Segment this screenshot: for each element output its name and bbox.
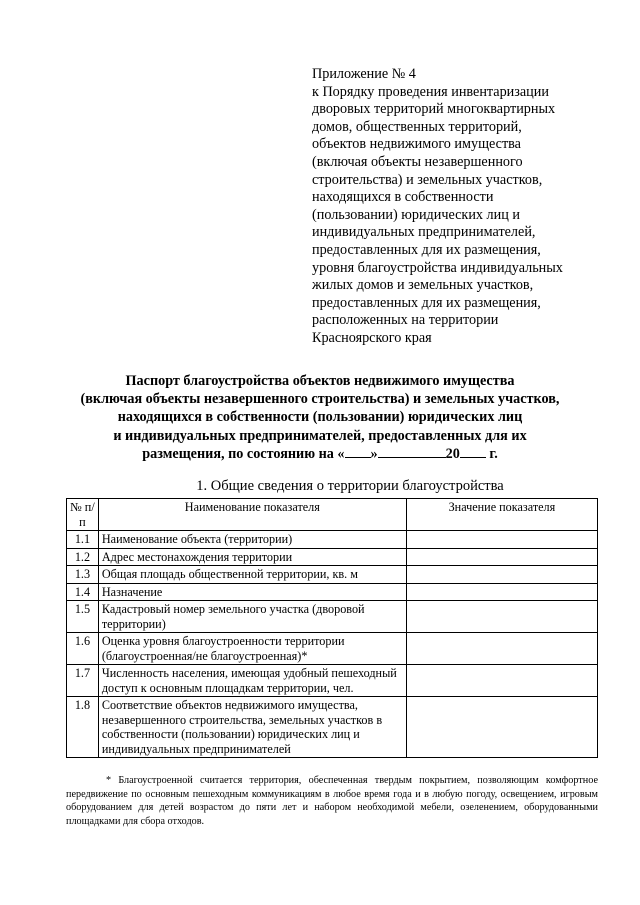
title-year: 20 — [445, 445, 460, 462]
row-number: 1.5 — [67, 601, 99, 633]
row-number: 1.4 — [67, 583, 99, 601]
row-indicator-name: Адрес местонахождения территории — [98, 548, 406, 566]
title-line: Паспорт благоустройства объектов недвижимого имущества — [125, 373, 515, 389]
day-blank — [345, 457, 371, 458]
table-row — [67, 697, 598, 758]
title-date-mid: » — [370, 445, 378, 462]
header-indicator-value: Значение показателя — [406, 499, 597, 531]
header-number: № п/п — [67, 499, 99, 531]
row-indicator-name: Численность населения, имеющая удобный пешеходный доступ к основным площадкам территории, чел. — [98, 665, 406, 697]
row-indicator-value — [406, 566, 597, 584]
row-indicator-name: Общая площадь общественной территории, кв. м — [98, 566, 406, 584]
appendix-line: объектов недвижимого имущества — [312, 136, 521, 153]
title-date-suffix: г. — [485, 445, 498, 462]
row-indicator-name: Оценка уровня благоустроенности территории (благоустроенная/не благоустроенная)* — [98, 633, 406, 665]
row-indicator-value — [406, 665, 597, 697]
row-indicator-value — [406, 583, 597, 601]
title-date-line — [30, 445, 610, 463]
appendix-line: уровня благоустройства индивидуальных — [312, 259, 563, 276]
appendix-line: предоставленных для их размещения, — [312, 241, 541, 258]
appendix-line: Приложение № 4 — [312, 66, 416, 82]
appendix-line: строительства) и земельных участков, — [312, 171, 543, 188]
row-number: 1.8 — [67, 697, 99, 758]
row-indicator-name: Соответствие объектов недвижимого имущества, незавершенного строительства, земельных участков в собственности (пользовании) юридических лиц и индивидуальных предпринимателей — [98, 697, 406, 758]
appendix-line: Красноярского края — [312, 329, 432, 346]
table-row — [67, 583, 598, 601]
appendix-line: жилых домов и земельных участков, — [312, 277, 534, 294]
section-title: 1. Общие сведения о территории благоустройства — [196, 478, 504, 494]
appendix-line: (пользовании) юридических лиц и — [312, 206, 520, 223]
table-row — [67, 665, 598, 697]
table-header-row — [67, 499, 598, 531]
appendix-line: расположенных на территории — [312, 312, 499, 329]
row-indicator-value — [406, 697, 597, 758]
appendix-line: домов, общественных территорий, — [312, 118, 522, 135]
row-number: 1.1 — [67, 531, 99, 549]
row-number: 1.3 — [67, 566, 99, 584]
appendix-line: находящихся в собственности — [312, 189, 494, 206]
row-number: 1.2 — [67, 548, 99, 566]
footnote: * Благоустроенной считается территория, обеспеченная твердым покрытием, позволяющим комфортное передвижение по основным пешеходным коммуникациям в любое время года и в любую погоду, освещением, игровым оборудованием для детей возрастом до пяти лет и набором необходимой мебели, озеленением, оборудованными площадками для сбора отходов. — [66, 775, 598, 827]
row-indicator-name: Назначение — [98, 583, 406, 601]
header-indicator-name: Наименование показателя — [98, 499, 406, 531]
row-indicator-value — [406, 531, 597, 549]
year-blank — [460, 457, 486, 458]
table-row — [67, 633, 598, 665]
appendix-line: предоставленных для их размещения, — [312, 294, 541, 311]
table-row — [67, 531, 598, 549]
table-row — [67, 548, 598, 566]
appendix-line: (включая объекты незавершенного — [312, 153, 523, 170]
row-indicator-value — [406, 601, 597, 633]
title-line: и индивидуальных предпринимателей, предоставленных для их — [113, 427, 527, 444]
table-row — [67, 566, 598, 584]
row-indicator-name: Кадастровый номер земельного участка (дворовой территории) — [98, 601, 406, 633]
row-number: 1.6 — [67, 633, 99, 665]
appendix-line: дворовых территорий многоквартирных — [312, 101, 556, 118]
general-info-table — [66, 498, 598, 758]
appendix-line: индивидуальных предпринимателей, — [312, 224, 536, 241]
title-line: (включая объекты незавершенного строительства) и земельных участков, — [80, 391, 560, 408]
row-indicator-value — [406, 633, 597, 665]
appendix-block — [312, 66, 612, 348]
title-line: находящихся в собственности (пользовании) юридических лиц — [117, 409, 523, 426]
row-indicator-value — [406, 548, 597, 566]
month-blank — [378, 457, 446, 458]
appendix-line: к Порядку проведения инвентаризации — [312, 83, 549, 100]
row-number: 1.7 — [67, 665, 99, 697]
table-row — [67, 601, 598, 633]
title-date-prefix: размещения, по состоянию на « — [142, 445, 345, 462]
document-title — [30, 372, 610, 463]
row-indicator-name: Наименование объекта (территории) — [98, 531, 406, 549]
